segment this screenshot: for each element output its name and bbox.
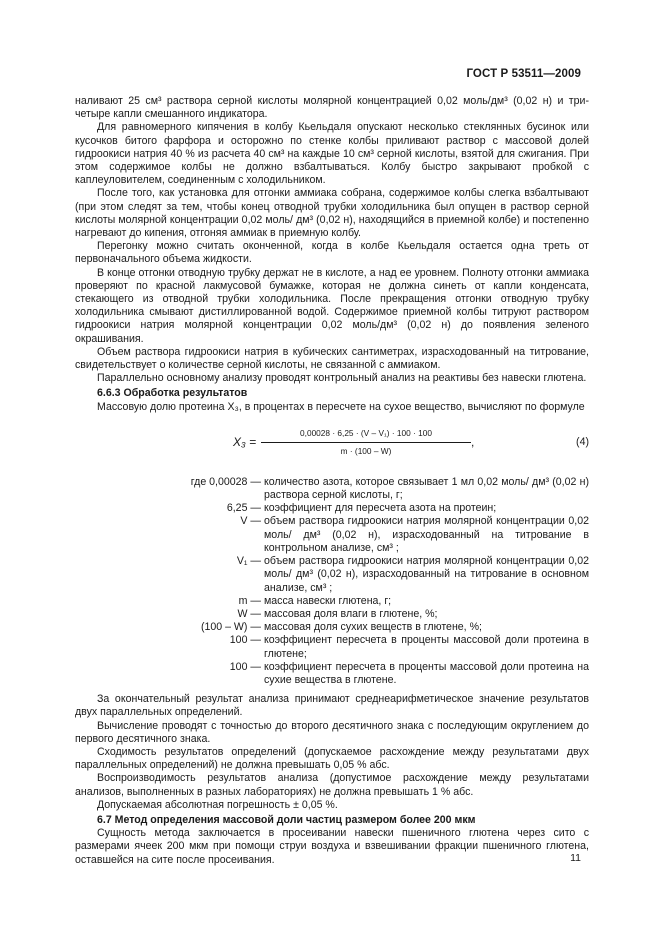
definitions-list [75, 476, 589, 687]
page-number: 11 [570, 852, 581, 864]
definition-symbol: 100 — [229, 634, 261, 647]
paragraph: Сущность метода заключается в просеивании навески пшеничного глютена через сито с размерами ячеек 200 мкм при помощи струи воздуха и взвешивании фракции пшеничного глютена, оставшейся на сите после просеивания. [75, 827, 589, 866]
paragraph: Допускаемая абсолютная погрешность ± 0,05 %. [97, 798, 338, 811]
definition-symbol: 100 — [229, 660, 261, 673]
definition-text: масса навески глютена, г; [264, 594, 392, 607]
definition-symbol: m — [238, 594, 261, 607]
definition-item [75, 515, 589, 555]
definition-symbol: W — [237, 607, 261, 620]
definition-symbol: 6,25 — [226, 502, 261, 515]
definition-text: массовая доля сухих веществ в глютене, %; [264, 621, 482, 634]
definition-text: коэффициент пересчета в проценты массовой доли протеина на сухие вещества в глютене. [264, 660, 589, 686]
definition-text: объем раствора гидроокиси натрия молярной концентрации 0,02 моль/ дм³ (0,02 н), израсходованный на титрование в основном анализе, см³ ; [264, 555, 589, 594]
definition-item [75, 595, 589, 608]
paragraph: Перегонку можно считать оконченной, когда в колбе Кьельдаля остается одна треть от первоначального объема жидкости. [75, 240, 589, 266]
paragraph: Сходимость результатов определений (допускаемое расхождение между результатами двух параллельных определений) не должна превышать 0,05 % абс. [75, 745, 589, 772]
definition-text: количество азота, которое связывает 1 мл 0,02 моль/ дм³ (0,02 н) раствора серной кислоты, г; [264, 475, 589, 502]
formula-comma: , [471, 434, 475, 449]
definition-text: коэффициент для пересчета азота на протеин; [264, 502, 497, 515]
definition-item [75, 661, 589, 687]
definition-text: массовая доля влаги в глютене, %; [264, 607, 438, 620]
formula-number: (4) [576, 435, 589, 448]
formula-fraction [261, 427, 471, 458]
document-header: ГОСТ Р 53511—2009 [466, 68, 581, 80]
paragraph: Объем раствора гидроокиси натрия в кубических сантиметрах, израсходованный на титрование, свидетельствует о количестве серной кислоты, не связанной с аммиаком. [75, 345, 589, 372]
definition-item [75, 634, 589, 660]
definition-item [75, 608, 589, 621]
paragraph: наливают 25 см³ раствора серной кислоты молярной концентрацией 0,02 моль/дм³ (0,02 н) и три-четыре капли смешанного индикатора. [75, 95, 589, 121]
document-body [75, 95, 589, 867]
section-heading: 6.6.3 Обработка результатов [97, 387, 248, 400]
paragraph: За окончательный результат анализа принимают среднеарифметическое значение результатов двух параллельных определений. [75, 693, 589, 719]
definition-text: коэффициент пересчета в проценты массовой доли протеина в глютене; [264, 634, 589, 660]
definition-symbol: (100 – W) — [200, 621, 261, 634]
definition-symbol: V₁ — [236, 555, 261, 568]
paragraph: Параллельно основному анализу проводят контрольный анализ на реактивы без навески глютена. [97, 372, 587, 385]
formula-lhs: X₃ = [233, 434, 257, 449]
formula [75, 424, 589, 464]
definition-text: объем раствора гидроокиси натрия молярной концентрации 0,02 моль/ дм³ (0,02 н), израсходованный на титрование в контрольном анализе, см³ ; [264, 515, 589, 554]
section-heading: 6.7 Метод определения массовой доли частиц размером более 200 мкм [97, 813, 476, 826]
paragraph: Воспроизводимость результатов анализа (допустимое расхождение между результатами анализов, выполненных в разных лабораториях) не должна превышать 1 % абс. [75, 772, 589, 798]
paragraph: Массовую долю протеина X₃, в процентах в пересчете на сухое вещество, вычисляют по формуле [97, 400, 585, 413]
definition-item [75, 621, 589, 634]
paragraph: После того, как установка для отгонки аммиака собрана, содержимое колбы слегка взбалтывают (при этом следят за тем, чтобы конец отводной трубки холодильника был опущен в раствор серной кислоты молярной концентрации 0,02 моль/ дм³ (0,02 н), находящийся в приемной колбе) и постепенно нагревают до кипения, отгоняя аммиак в приемную колбу. [75, 187, 589, 240]
definition-item [75, 555, 589, 595]
paragraph: Вычисление проводят с точностью до второго десятичного знака с последующим округлением до первого десятичного знака. [75, 719, 589, 745]
definition-item [75, 502, 589, 515]
definition-symbol: V — [240, 515, 261, 528]
definition-symbol: где 0,00028 — [190, 475, 261, 488]
formula-denominator: m · (100 – W) [340, 446, 392, 457]
paragraph: В конце отгонки отводную трубку держат не в кислоте, а над ее уровнем. Полноту отгонки аммиака проверяют по красной лакмусовой бумажке, которая не должна синеть от капли конденсата, стекающего из отводной трубки холодильника. После прекращения отгонки отводную трубку холодильника смывают дистиллированной водой. Содержимое приемной колбы титруют раствором гидроокиси натрия молярной концентрации 0,02 моль/дм³ (0,02 н) до появления зеленого окрашивания. [75, 266, 589, 345]
definition-item [75, 476, 589, 502]
formula-numerator: 0,00028 · 6,25 · (V – V₁) · 100 · 100 [261, 427, 471, 443]
paragraph: Для равномерного кипячения в колбу Кьельдаля опускают несколько стеклянных бусинок или кусочков битого фарфора и осторожно по стенке колбы приливают раствор с массовой долей гидроокиси натрия 40 % из расчета 40 см³ на каждые 10 см³ серной кислоты, взятой для сжигания. При этом содержимое колбы не должно взбалтываться. Колбу быстро закрывают пробкой с каплеуловителем, соединенным с холодильником. [75, 121, 589, 187]
